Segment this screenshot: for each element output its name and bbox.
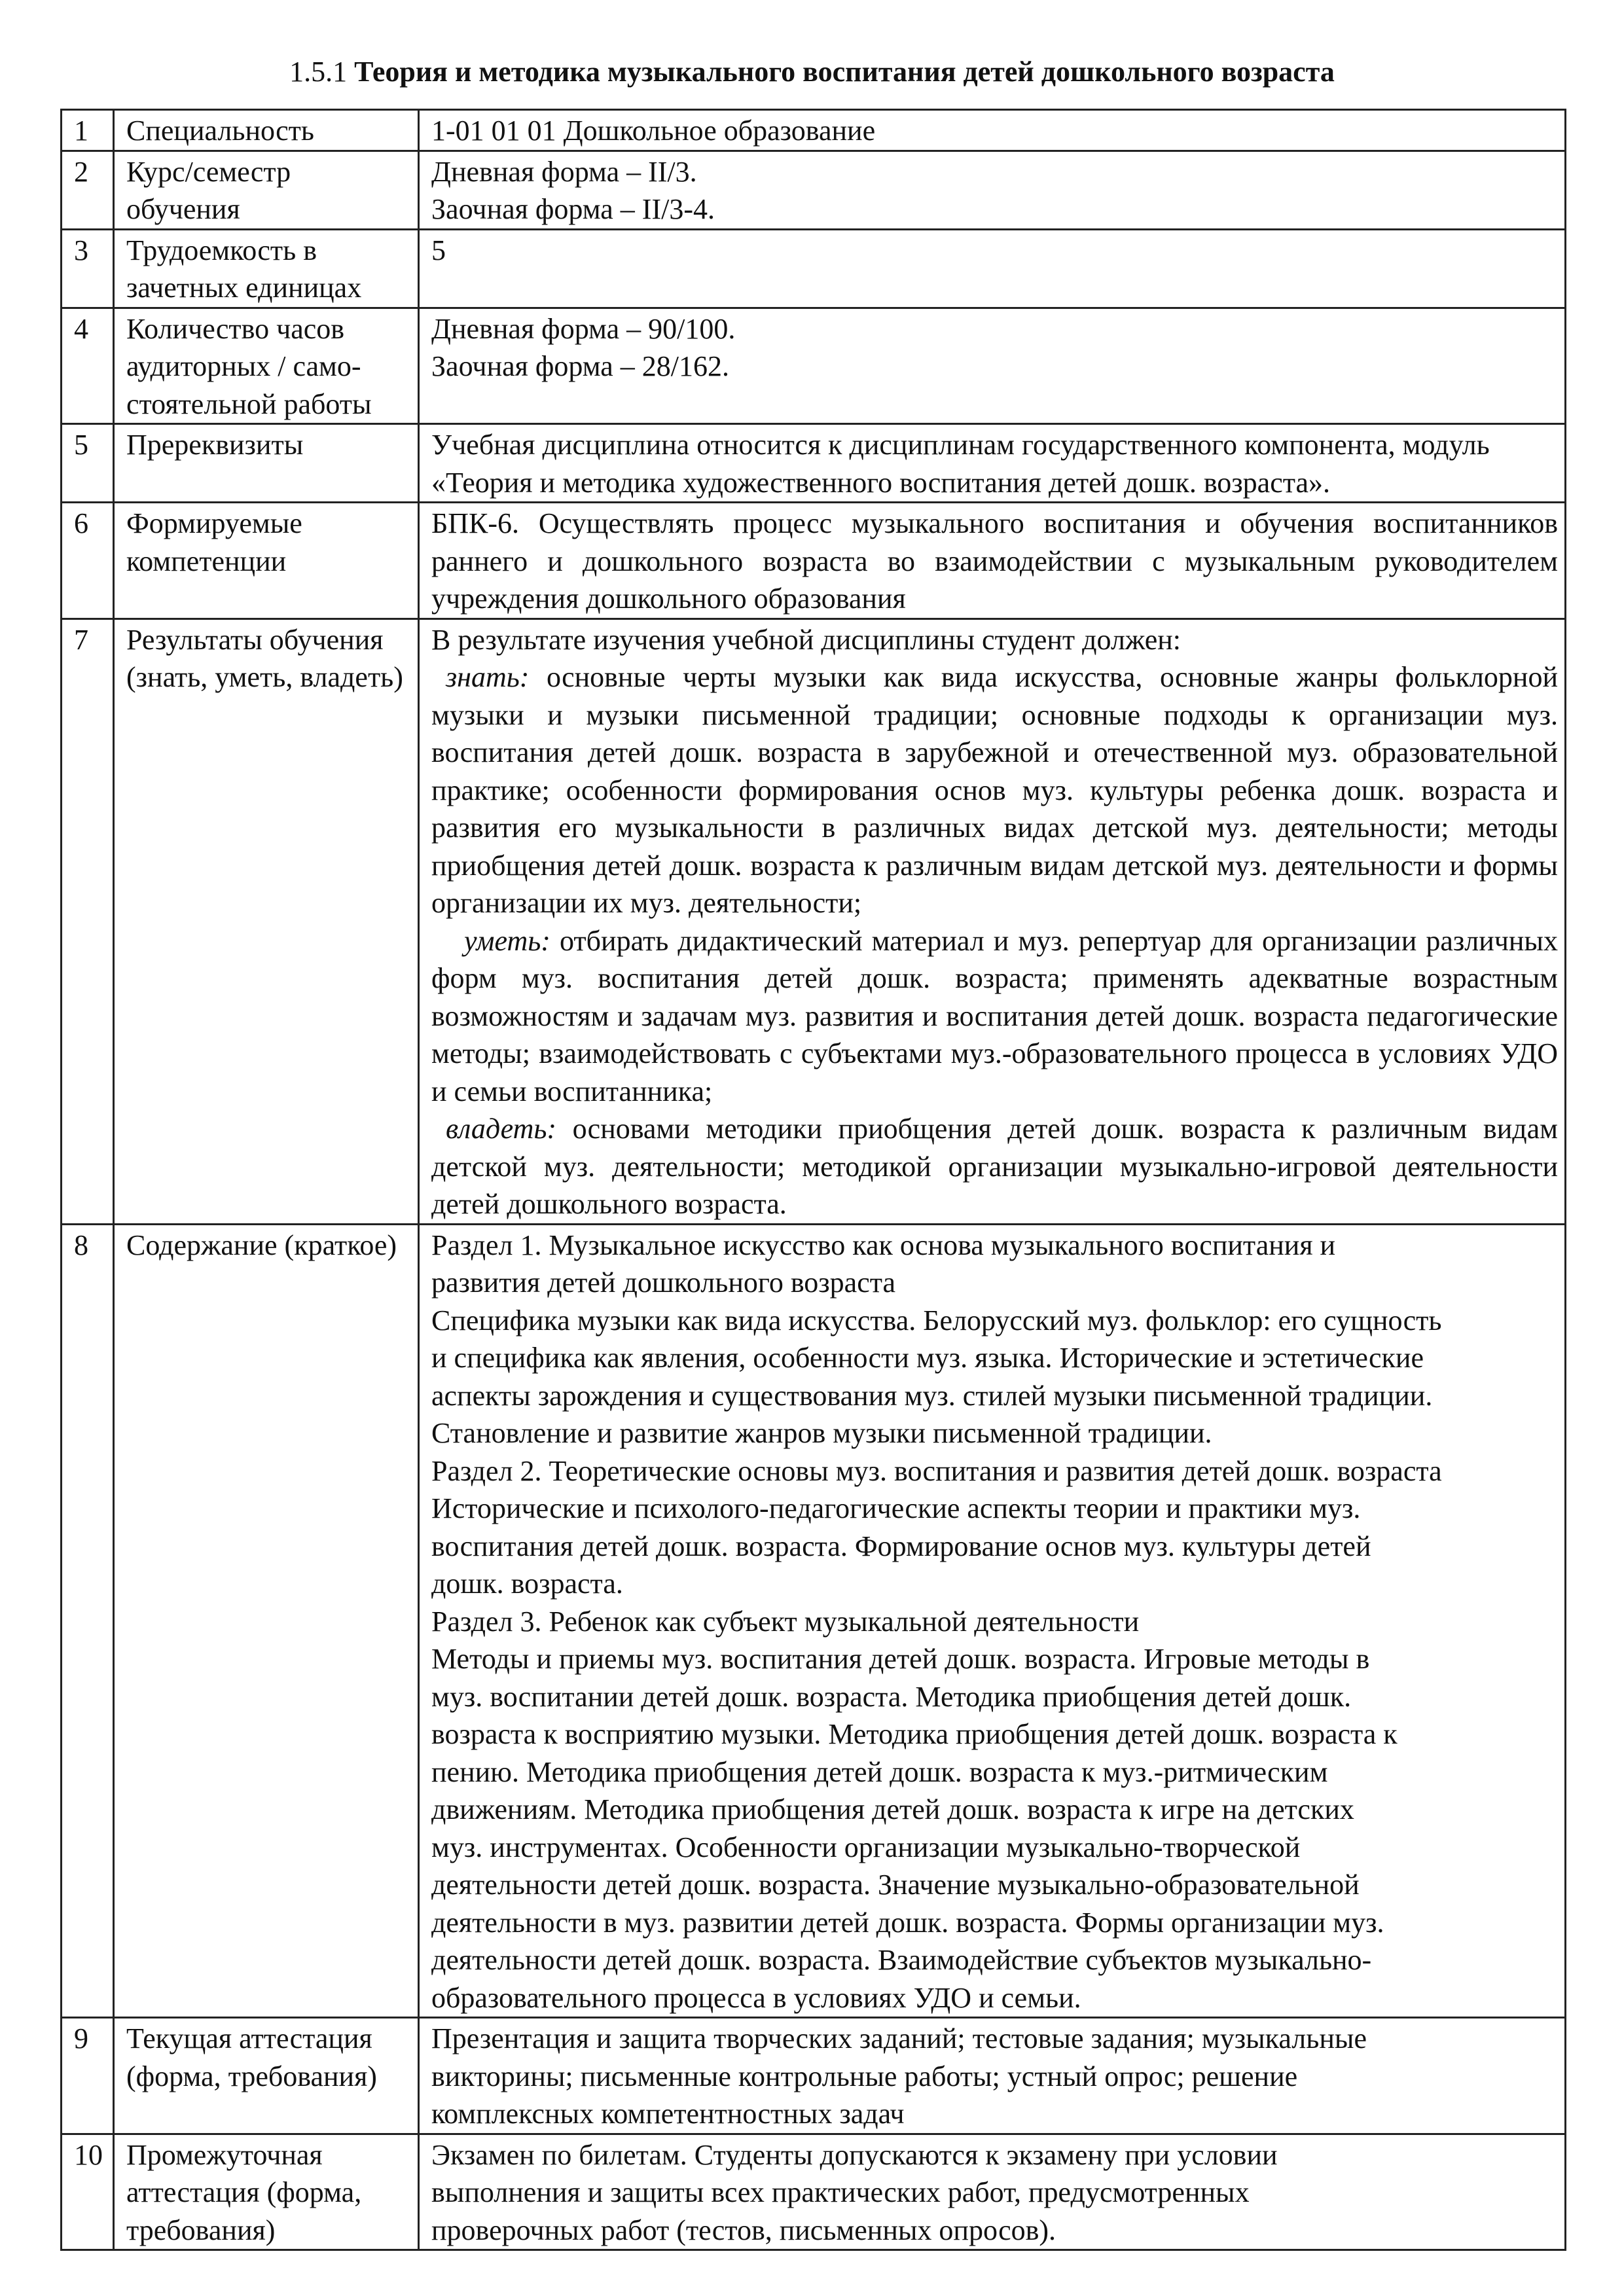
row-number: 6	[62, 503, 114, 619]
value-line: образовательного процесса в условиях УДО и семьи.	[431, 1981, 1081, 2014]
value-line: воспитания детей дошк. возраста. Формирование основ муз. культуры детей	[431, 1530, 1371, 1562]
results-intro: В результате изучения учебной дисциплины студент должен:	[431, 623, 1182, 656]
own-term: владеть:	[446, 1113, 557, 1145]
row-label: Результаты обучения (знать, уметь, владеть)	[114, 619, 419, 1224]
value-line: и специфика как явления, особенности муз. языка. Исторические и эстетические	[431, 1342, 1424, 1374]
discipline-table	[60, 109, 1566, 2251]
value-line: Раздел 2. Теоретические основы муз. воспитания и развития детей дошк. возраста	[431, 1454, 1442, 1487]
value-line: Исторические и психолого-педагогические аспекты теории и практики муз.	[431, 1492, 1361, 1524]
row-number: 5	[62, 424, 114, 503]
row-label: Текущая аттестация (форма, требования)	[114, 2018, 419, 2134]
row-label: Пререквизиты	[114, 424, 419, 503]
row-label: Содержание (краткое)	[114, 1224, 419, 2018]
own-text: основами методики приобщения детей дошк. возраста к различным видам детской муз. деятельности; методикой организации музыкально-игровой деятельности детей дошкольного возраста.	[431, 1113, 1558, 1220]
can-term: уметь:	[464, 924, 550, 957]
value-line: викторины; письменные контрольные работы; устный опрос; решение	[431, 2060, 1298, 2092]
results-own	[431, 1110, 1558, 1223]
table-row	[62, 2134, 1566, 2250]
value-line: деятельности детей дошк. возраста. Взаимодействие субъектов музыкально-	[431, 1944, 1372, 1976]
value-line: дошк. возраста.	[431, 1568, 623, 1600]
value-line: деятельности в муз. развитии детей дошк. возраста. Формы организации муз.	[431, 1906, 1384, 1939]
row-value	[419, 2018, 1566, 2134]
row-number: 3	[62, 229, 114, 308]
row-number: 1	[62, 110, 114, 151]
row-value	[419, 151, 1566, 229]
table-row	[62, 2018, 1566, 2134]
table-row	[62, 110, 1566, 151]
section-number: 1.5.1	[289, 56, 348, 88]
value-line: аспекты зарождения и существования муз. стилей музыки письменной традиции.	[431, 1379, 1433, 1412]
row-label: Трудоемкость в зачетных единицах	[114, 229, 419, 308]
row-value: Учебная дисциплина относится к дисциплинам государственного компонента, модуль «Теория и методика художественного воспитания детей дошк. возраста».	[419, 424, 1566, 503]
value-line: деятельности детей дошк. возраста. Значение музыкально-образовательной	[431, 1869, 1360, 1901]
value-line: комплексных компетентностных задач	[431, 2098, 905, 2130]
value-line: Дневная форма – II/3.	[431, 155, 697, 188]
row-label: Количество часов аудиторных / само-стоятельной работы	[114, 308, 419, 424]
row-value	[419, 1224, 1566, 2018]
can-text: отбирать дидактический материал и муз. репертуар для организации различных форм муз. воспитания детей дошк. возраста; применять адекватные возрастным возможностям и задачам муз. развития и воспитания детей дошк. возраста педагогические методы; взаимодействовать с субъектами муз.-образовательного процесса в условиях УДО и семьи воспитанника;	[431, 924, 1558, 1107]
table-row	[62, 1224, 1566, 2018]
table-row	[62, 424, 1566, 503]
results-can	[431, 922, 1558, 1111]
row-number: 8	[62, 1224, 114, 2018]
table-row	[62, 503, 1566, 619]
table-row	[62, 308, 1566, 424]
value-line: Становление и развитие жанров музыки письменной традиции.	[431, 1417, 1212, 1449]
table-row	[62, 619, 1566, 1224]
value-line: выполнения и защиты всех практических работ, предусмотренных	[431, 2176, 1250, 2208]
row-value: 1-01 01 01 Дошкольное образование	[419, 110, 1566, 151]
table-row	[62, 151, 1566, 229]
row-value: БПК-6. Осуществлять процесс музыкального воспитания и обучения воспитанников раннего и дошкольного возраста во взаимодействии с музыкальным руководителем учреждения дошкольного образования	[419, 503, 1566, 619]
value-line: возраста к восприятию музыки. Методика приобщения детей дошк. возраста к	[431, 1718, 1398, 1750]
value-line: Раздел 1. Музыкальное искусство как основа музыкального воспитания и	[431, 1229, 1336, 1261]
row-label: Формируемые компетенции	[114, 503, 419, 619]
value-line: развития детей дошкольного возраста	[431, 1266, 896, 1299]
know-text: основные черты музыки как вида искусства, основные жанры фольклорной музыки и музыки письменной традиции; основные подходы к организации муз. воспитания детей дошк. возраста в зарубежной и отечественной муз. образовательной практике; особенности формирования основ муз. культуры ребенка дошк. возраста и развития его музыкальности в различных видах детской муз. деятельности; методы приобщения детей дошк. возраста к различным видам детской муз. деятельности и формы организации их муз. деятельности;	[431, 661, 1558, 919]
value-line: движениям. Методика приобщения детей дошк. возраста к игре на детских	[431, 1793, 1354, 1825]
row-value	[419, 2134, 1566, 2250]
value-line: Дневная форма – 90/100.	[431, 312, 736, 345]
value-line: пению. Методика приобщения детей дошк. возраста к муз.-ритмическим	[431, 1755, 1328, 1788]
row-value	[419, 619, 1566, 1224]
value-line: Заочная форма – II/3-4.	[431, 193, 715, 225]
value-line: Специфика музыки как вида искусства. Белорусский муз. фольклор: его сущность	[431, 1304, 1442, 1336]
row-number: 9	[62, 2018, 114, 2134]
value-line: Раздел 3. Ребенок как субъект музыкальной деятельности	[431, 1605, 1140, 1638]
page-title	[0, 52, 1624, 92]
row-label: Специальность	[114, 110, 419, 151]
results-know	[431, 658, 1558, 922]
row-label: Курс/семестр обучения	[114, 151, 419, 229]
value-line: Презентация и защита творческих заданий; тестовые задания; музыкальные	[431, 2022, 1367, 2054]
row-number: 10	[62, 2134, 114, 2250]
row-number: 4	[62, 308, 114, 424]
row-number: 7	[62, 619, 114, 1224]
know-term: знать:	[446, 661, 530, 693]
row-value: 5	[419, 229, 1566, 308]
value-line: муз. инструментах. Особенности организации музыкально-творческой	[431, 1831, 1301, 1863]
section-title: Теория и методика музыкального воспитания детей дошкольного возраста	[354, 56, 1335, 88]
value-line: Методы и приемы муз. воспитания детей дошк. возраста. Игровые методы в	[431, 1643, 1370, 1675]
value-line: Заочная форма – 28/162.	[431, 350, 730, 382]
value-line: проверочных работ (тестов, письменных опросов).	[431, 2214, 1056, 2246]
row-number: 2	[62, 151, 114, 229]
row-value	[419, 308, 1566, 424]
row-label: Промежуточная аттестация (форма, требования)	[114, 2134, 419, 2250]
value-line: муз. воспитании детей дошк. возраста. Методика приобщения детей дошк.	[431, 1680, 1352, 1713]
table-row	[62, 229, 1566, 308]
value-line: Экзамен по билетам. Студенты допускаются к экзамену при условии	[431, 2138, 1278, 2171]
